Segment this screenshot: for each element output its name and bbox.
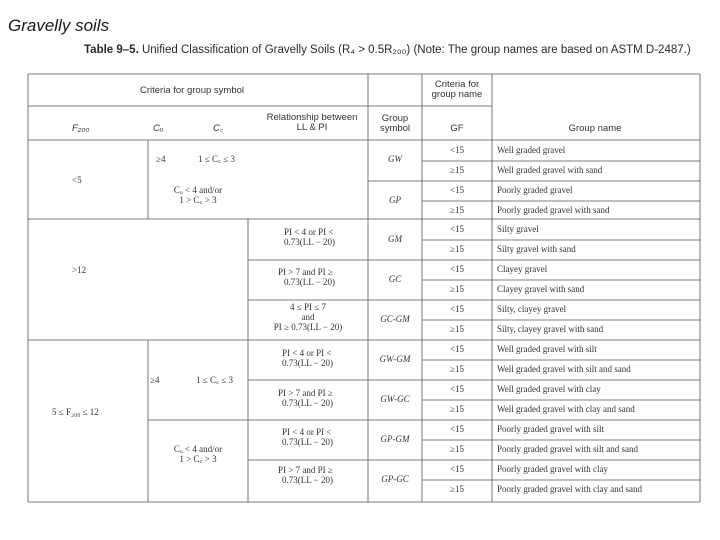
group-name: Silty, clayey gravel with sand bbox=[497, 324, 604, 334]
group-symbol-gw-gc: GW-GC bbox=[380, 394, 410, 404]
header-criteria-group-symbol: Criteria for group symbol bbox=[140, 85, 245, 96]
relationship-gpgm-2: 0.73(LL − 20) bbox=[282, 437, 333, 447]
relationship-gcgm-1: 4 ≤ PI ≤ 7 bbox=[290, 302, 326, 312]
group-name: Well graded gravel with clay bbox=[497, 384, 601, 394]
gf-value: ≥15 bbox=[450, 484, 464, 494]
group-name: Poorly graded gravel with silt bbox=[497, 424, 604, 434]
group-name: Clayey gravel bbox=[497, 264, 548, 274]
header-relationship: Relationship between LL & PI bbox=[266, 112, 358, 134]
group-symbol-gm: GM bbox=[388, 234, 402, 244]
gf-value: ≥15 bbox=[450, 444, 464, 454]
group-symbol-gw-gm: GW-GM bbox=[379, 354, 411, 364]
header-group-symbol: Group symbol bbox=[379, 113, 411, 135]
gf-value: ≥15 bbox=[450, 284, 464, 294]
header-criteria-group-name: Criteria for group name bbox=[431, 79, 483, 101]
cu-ge4-b: ≥4 bbox=[150, 375, 160, 385]
group-name: Well graded gravel with silt bbox=[497, 344, 597, 354]
gf-value: ≥15 bbox=[450, 364, 464, 374]
relationship-gwgm-1: PI < 4 or PI < bbox=[282, 348, 332, 358]
group-name: Well graded gravel with silt and sand bbox=[497, 364, 631, 374]
gf-value: <15 bbox=[449, 344, 465, 354]
group-symbol-gc-gm: GC-GM bbox=[380, 314, 410, 324]
gf-value: ≥15 bbox=[450, 165, 464, 175]
gf-value: <15 bbox=[449, 304, 465, 314]
group-name: Silty, clayey gravel bbox=[497, 304, 567, 314]
group-name: Well graded gravel with sand bbox=[497, 165, 603, 175]
relationship-gm-1: PI < 4 or PI < bbox=[284, 227, 334, 237]
gf-value: <15 bbox=[449, 384, 465, 394]
group-symbol-gc: GC bbox=[388, 274, 402, 284]
cu-cc-alt-b-2: 1 > C꜀ > 3 bbox=[179, 454, 217, 464]
group-symbol-gp: GP bbox=[389, 195, 401, 205]
gf-value: <15 bbox=[449, 224, 465, 234]
relationship-gcgm-2: and bbox=[301, 312, 315, 322]
group-name: Well graded gravel with clay and sand bbox=[497, 404, 635, 414]
gf-value: <15 bbox=[449, 145, 465, 155]
header-cu: Cᵤ bbox=[153, 123, 164, 134]
group-name: Poorly graded gravel bbox=[497, 185, 573, 195]
relationship-gpgc-1: PI > 7 and PI ≥ bbox=[278, 465, 333, 475]
cc-1to3-a: 1 ≤ C꜀ ≤ 3 bbox=[198, 154, 235, 164]
relationship-gwgc-1: PI > 7 and PI ≥ bbox=[278, 388, 333, 398]
group-name: Silty gravel with sand bbox=[497, 244, 576, 254]
group-name: Poorly graded gravel with sand bbox=[497, 205, 610, 215]
group-symbol-gp-gm: GP-GM bbox=[380, 434, 410, 444]
header-f200: F₂₀₀ bbox=[72, 123, 90, 134]
gf-value: ≥15 bbox=[450, 244, 464, 254]
cu-ge4-a: ≥4 bbox=[156, 154, 166, 164]
gf-value: <15 bbox=[449, 264, 465, 274]
header-group-name: Group name bbox=[568, 123, 622, 134]
group-symbol-gw: GW bbox=[388, 154, 402, 164]
group-name: Clayey gravel with sand bbox=[497, 284, 585, 294]
group-name: Poorly graded gravel with clay and sand bbox=[497, 484, 642, 494]
relationship-gm-2: 0.73(LL − 20) bbox=[284, 237, 335, 247]
gf-value: <15 bbox=[449, 424, 465, 434]
group-symbol-gp-gc: GP-GC bbox=[381, 474, 409, 484]
group-name: Silty gravel bbox=[497, 224, 539, 234]
group-name: Well graded gravel bbox=[497, 145, 566, 155]
table-caption-text: Unified Classification of Gravelly Soils (R₄ > 0.5R₂₀₀) (Note: The group names are based on ASTM D-2487.) bbox=[141, 44, 691, 56]
gf-value: ≥15 bbox=[450, 324, 464, 334]
gf-value: <15 bbox=[449, 464, 465, 474]
header-gf: GF bbox=[450, 123, 464, 134]
relationship-gpgc-2: 0.73(LL − 20) bbox=[282, 475, 333, 485]
f200-5to12: 5 ≤ F₂₀₀ ≤ 12 bbox=[52, 407, 99, 417]
relationship-gcgm-3: PI ≥ 0.73(LL − 20) bbox=[273, 322, 343, 332]
cu-cc-alt-a-2: 1 > C꜀ > 3 bbox=[179, 195, 217, 205]
group-name: Poorly graded gravel with clay bbox=[497, 464, 608, 474]
gf-value: ≥15 bbox=[450, 404, 464, 414]
cu-cc-alt-a-1: Cᵤ < 4 and/or bbox=[173, 185, 223, 195]
group-name: Poorly graded gravel with silt and sand bbox=[497, 444, 638, 454]
gf-value: ≥15 bbox=[450, 205, 464, 215]
relationship-gwgc-2: 0.73(LL − 20) bbox=[282, 398, 333, 408]
f200-gt12: >12 bbox=[72, 265, 87, 275]
relationship-gpgm-1: PI < 4 or PI < bbox=[282, 427, 332, 437]
relationship-gc-2: 0.73(LL − 20) bbox=[284, 277, 335, 287]
gf-value: <15 bbox=[449, 185, 465, 195]
relationship-gc-1: PI > 7 and PI ≥ bbox=[278, 267, 333, 277]
cc-1to3-b: 1 ≤ C꜀ ≤ 3 bbox=[196, 375, 233, 385]
f200-lt5: <5 bbox=[72, 175, 82, 185]
relationship-gwgm-2: 0.73(LL − 20) bbox=[282, 358, 333, 368]
cu-cc-alt-b-1: Cᵤ < 4 and/or bbox=[173, 444, 223, 454]
header-cc: C꜀ bbox=[213, 123, 224, 134]
table-caption-label: Table 9–5. bbox=[84, 44, 139, 56]
slide-title: Gravelly soils bbox=[8, 16, 110, 35]
